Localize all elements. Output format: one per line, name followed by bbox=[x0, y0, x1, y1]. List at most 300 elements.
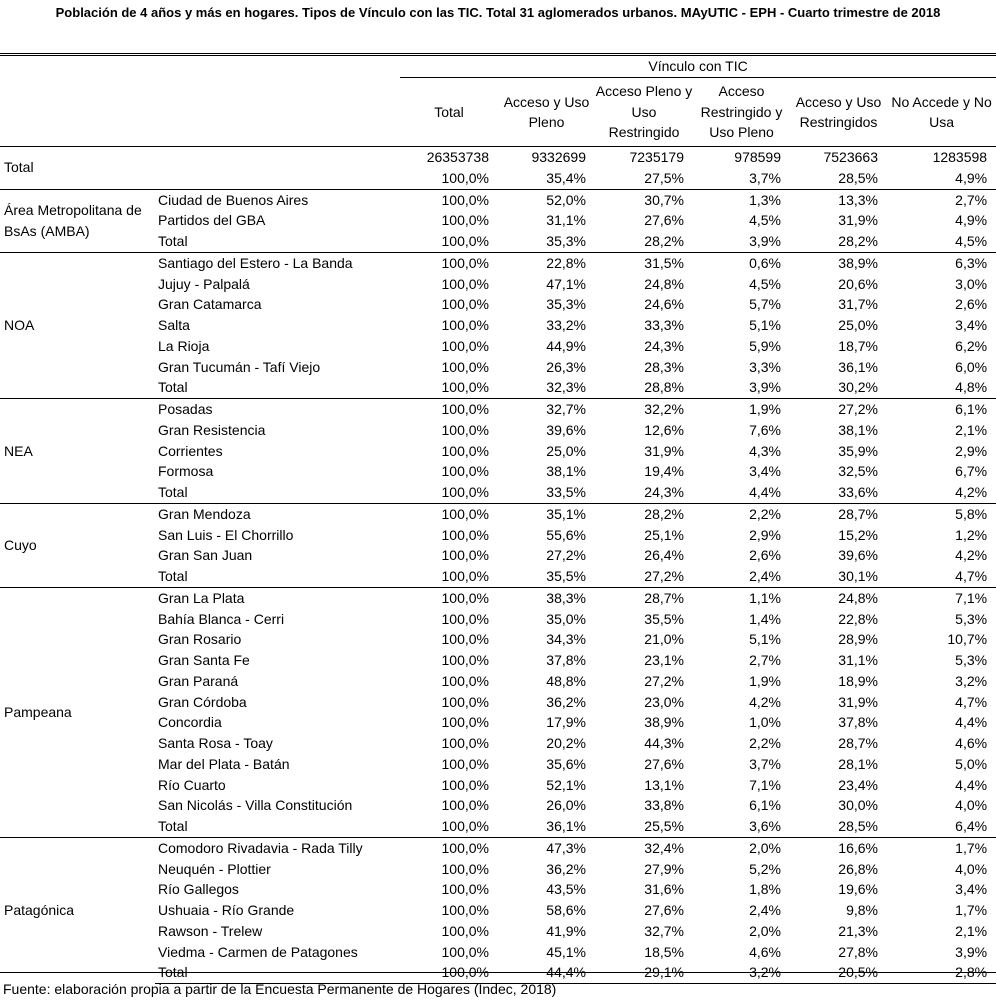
value-cell: 31,6% bbox=[644, 881, 684, 898]
value-cell: 100,0% bbox=[441, 797, 489, 814]
table-row bbox=[0, 252, 996, 273]
value-cell: 100,0% bbox=[441, 610, 489, 627]
value-cell: 5,1% bbox=[749, 631, 781, 648]
value-cell: 16,6% bbox=[790, 837, 887, 858]
city-name: Rawson - Trelew bbox=[158, 922, 263, 939]
value-cell: 28,3% bbox=[644, 358, 684, 375]
value-cell: 4,0% bbox=[955, 860, 988, 877]
value-cell: 1,3% bbox=[693, 189, 790, 210]
value-cell: 6,4% bbox=[955, 818, 988, 834]
data-table-wrapper bbox=[0, 55, 996, 984]
value-cell: 31,9% bbox=[644, 442, 684, 459]
city-name: Gran Santa Fe bbox=[158, 652, 250, 668]
value-cell: 5,2% bbox=[749, 860, 781, 877]
value-cell: 33,6% bbox=[838, 484, 878, 500]
header-blank bbox=[0, 55, 400, 78]
value-cell: 7,1% bbox=[749, 776, 781, 793]
city-name: Total bbox=[158, 233, 188, 249]
city-name: Comodoro Rivadavia - Rada Tilly bbox=[155, 837, 400, 858]
value-cell: 4,4% bbox=[749, 484, 781, 500]
value-cell: 9,8% bbox=[846, 902, 878, 918]
city-name: Gran Catamarca bbox=[158, 296, 262, 313]
value-cell: 26,8% bbox=[838, 860, 878, 877]
value-cell: 27,2% bbox=[546, 547, 586, 564]
city-name: Salta bbox=[158, 317, 190, 333]
value-cell: 26,4% bbox=[644, 547, 684, 564]
city-name: Bahía Blanca - Cerri bbox=[158, 610, 285, 627]
value-cell: 4,6% bbox=[749, 943, 781, 960]
value-cell: 3,4% bbox=[955, 881, 988, 898]
value-cell: 7,6% bbox=[749, 421, 781, 438]
city-name: Posadas bbox=[155, 399, 400, 420]
value-cell: 43,5% bbox=[546, 881, 586, 898]
value-cell: 35,3% bbox=[546, 233, 586, 249]
value-cell: 33,5% bbox=[546, 484, 586, 500]
header-col-no-accede-no-usa: No Accede y No Usa bbox=[887, 78, 996, 147]
value-cell: 30,7% bbox=[595, 189, 693, 210]
value-cell: 34,3% bbox=[546, 631, 586, 648]
value-cell: 4,8% bbox=[955, 379, 988, 396]
total-percent: 28,5% bbox=[838, 169, 878, 186]
city-name: Santa Rosa - Toay bbox=[158, 735, 273, 751]
total-count: 1283598 bbox=[932, 149, 988, 165]
value-cell: 100,0% bbox=[441, 233, 489, 249]
value-cell: 25,0% bbox=[838, 317, 878, 333]
value-cell: 28,5% bbox=[838, 818, 878, 834]
header-col-acceso-uso-pleno: Acceso y Uso Pleno bbox=[498, 78, 595, 147]
total-percent: 4,9% bbox=[955, 169, 988, 186]
total-count: 26353738 bbox=[426, 149, 489, 165]
value-cell: 31,1% bbox=[838, 652, 878, 668]
value-cell: 35,3% bbox=[546, 296, 586, 313]
value-cell: 100,0% bbox=[400, 587, 498, 608]
value-cell: 28,2% bbox=[644, 233, 684, 249]
value-cell: 3,3% bbox=[749, 358, 781, 375]
value-cell: 1,2% bbox=[955, 526, 988, 543]
value-cell: 21,3% bbox=[838, 922, 878, 939]
value-cell: 52,1% bbox=[546, 776, 586, 793]
value-cell: 2,1% bbox=[955, 922, 988, 939]
value-cell: 100,0% bbox=[441, 631, 489, 648]
value-cell: 44,4% bbox=[498, 962, 595, 983]
bottom-rule bbox=[0, 972, 996, 973]
value-cell: 4,4% bbox=[955, 776, 988, 793]
value-cell: 28,7% bbox=[790, 503, 887, 524]
header-col-acceso-uso-restringidos: Acceso y Uso Restringidos bbox=[790, 78, 887, 147]
header-blank-2 bbox=[0, 78, 400, 147]
value-cell: 6,3% bbox=[887, 252, 996, 273]
total-count: 978599 bbox=[734, 149, 781, 165]
city-name: Corrientes bbox=[158, 442, 223, 459]
header-group-vinculo: Vínculo con TIC bbox=[400, 55, 996, 78]
value-cell: 100,0% bbox=[441, 212, 489, 229]
value-cell: 5,1% bbox=[749, 317, 781, 333]
value-cell: 2,4% bbox=[749, 568, 781, 584]
table-row bbox=[0, 399, 996, 420]
value-cell: 19,4% bbox=[644, 463, 684, 480]
value-cell: 55,6% bbox=[546, 526, 586, 543]
value-cell: 33,8% bbox=[644, 797, 684, 814]
value-cell: 1,4% bbox=[749, 610, 781, 627]
value-cell: 28,7% bbox=[595, 587, 693, 608]
value-cell: 36,2% bbox=[546, 860, 586, 877]
value-cell: 22,8% bbox=[838, 610, 878, 627]
value-cell: 13,1% bbox=[644, 776, 684, 793]
value-cell: 3,6% bbox=[749, 818, 781, 834]
source-note: Fuente: elaboración propia a partir de la Encuesta Permanente de Hogares (Indec, 2018) bbox=[3, 981, 557, 997]
city-name: Gran Tucumán - Tafí Viejo bbox=[158, 358, 321, 375]
value-cell: 24,3% bbox=[644, 337, 684, 354]
value-cell: 2,6% bbox=[955, 296, 988, 313]
value-cell: 21,0% bbox=[644, 631, 684, 648]
value-cell: 6,2% bbox=[955, 337, 988, 354]
total-percent: 27,5% bbox=[644, 169, 684, 186]
value-cell: 4,3% bbox=[749, 442, 781, 459]
value-cell: 3,2% bbox=[955, 672, 988, 689]
value-cell: 6,0% bbox=[955, 358, 988, 375]
value-cell: 5,3% bbox=[955, 652, 988, 668]
value-cell: 47,1% bbox=[546, 275, 586, 292]
value-cell: 30,0% bbox=[838, 797, 878, 814]
value-cell: 36,2% bbox=[546, 693, 586, 710]
value-cell: 4,9% bbox=[955, 212, 988, 229]
value-cell: 100,0% bbox=[441, 317, 489, 333]
value-cell: 10,7% bbox=[947, 631, 988, 648]
city-name: Concordia bbox=[158, 714, 222, 731]
value-cell: 38,9% bbox=[644, 714, 684, 731]
tic-table bbox=[0, 55, 996, 984]
value-cell: 38,1% bbox=[546, 463, 586, 480]
value-cell: 27,6% bbox=[644, 902, 684, 918]
city-name: Río Cuarto bbox=[158, 776, 226, 793]
value-cell: 38,1% bbox=[838, 421, 878, 438]
region-name: Área Metropolitana de BsAs (AMBA) bbox=[0, 189, 155, 252]
value-cell: 18,7% bbox=[838, 337, 878, 354]
value-cell: 100,0% bbox=[441, 943, 489, 960]
value-cell: 25,0% bbox=[546, 442, 586, 459]
value-cell: 27,2% bbox=[644, 672, 684, 689]
value-cell: 27,2% bbox=[790, 399, 887, 420]
value-cell: 100,0% bbox=[441, 526, 489, 543]
city-name: Río Gallegos bbox=[158, 881, 239, 898]
city-name: Total bbox=[155, 962, 400, 983]
value-cell: 100,0% bbox=[441, 484, 489, 500]
value-cell: 2,9% bbox=[955, 442, 988, 459]
value-cell: 45,1% bbox=[546, 943, 586, 960]
value-cell: 41,9% bbox=[546, 922, 586, 939]
value-cell: 100,0% bbox=[441, 755, 489, 772]
city-name: Neuquén - Plottier bbox=[158, 860, 271, 877]
value-cell: 3,9% bbox=[955, 943, 988, 960]
value-cell: 3,4% bbox=[955, 317, 988, 333]
value-cell: 4,6% bbox=[955, 735, 988, 751]
value-cell: 24,6% bbox=[644, 296, 684, 313]
header-col-total: Total bbox=[400, 78, 498, 147]
value-cell: 100,0% bbox=[441, 735, 489, 751]
value-cell: 4,0% bbox=[955, 797, 988, 814]
value-cell: 3,7% bbox=[749, 755, 781, 772]
table-row bbox=[0, 503, 996, 524]
value-cell: 1,7% bbox=[955, 902, 988, 918]
city-name: Gran La Plata bbox=[155, 587, 400, 608]
value-cell: 31,7% bbox=[838, 296, 878, 313]
value-cell: 28,2% bbox=[595, 503, 693, 524]
value-cell: 1,7% bbox=[887, 837, 996, 858]
city-name: Partidos del GBA bbox=[158, 212, 266, 229]
value-cell: 23,4% bbox=[838, 776, 878, 793]
value-cell: 1,8% bbox=[749, 881, 781, 898]
value-cell: 31,9% bbox=[838, 693, 878, 710]
value-cell: 23,1% bbox=[644, 652, 684, 668]
value-cell: 28,2% bbox=[838, 233, 878, 249]
table-header bbox=[0, 55, 996, 147]
value-cell: 5,9% bbox=[749, 337, 781, 354]
value-cell: 100,0% bbox=[441, 902, 489, 918]
value-cell: 100,0% bbox=[400, 503, 498, 524]
value-cell: 100,0% bbox=[400, 252, 498, 273]
city-name: Santiago del Estero - La Banda bbox=[155, 252, 400, 273]
table-row bbox=[0, 587, 996, 608]
value-cell: 33,2% bbox=[546, 317, 586, 333]
value-cell: 5,7% bbox=[749, 296, 781, 313]
value-cell: 100,0% bbox=[441, 568, 489, 584]
city-name: Ushuaia - Río Grande bbox=[158, 902, 295, 918]
region-name: Pampeana bbox=[0, 587, 155, 837]
value-cell: 100,0% bbox=[441, 296, 489, 313]
value-cell: 2,1% bbox=[955, 421, 988, 438]
value-cell: 12,6% bbox=[644, 421, 684, 438]
table-title: Población de 4 años y más en hogares. Tipos de Vínculo con las TIC. Total 31 aglomerados urbanos. MAyUTIC - EPH - Cuarto trimestre de 2018 bbox=[55, 5, 941, 20]
value-cell: 3,9% bbox=[749, 233, 781, 249]
value-cell: 5,0% bbox=[955, 755, 988, 772]
value-cell: 100,0% bbox=[441, 275, 489, 292]
value-cell: 31,1% bbox=[546, 212, 586, 229]
total-label: Total bbox=[4, 159, 34, 176]
value-cell: 32,5% bbox=[838, 463, 878, 480]
value-cell: 100,0% bbox=[441, 693, 489, 710]
value-cell: 100,0% bbox=[441, 379, 489, 396]
value-cell: 27,6% bbox=[644, 212, 684, 229]
city-name: Total bbox=[158, 568, 188, 584]
value-cell: 4,7% bbox=[955, 693, 988, 710]
value-cell: 30,1% bbox=[838, 568, 878, 584]
value-cell: 2,6% bbox=[749, 547, 781, 564]
value-cell: 24,8% bbox=[790, 587, 887, 608]
city-name: Jujuy - Palpalá bbox=[158, 275, 250, 292]
total-count: 7235179 bbox=[629, 149, 684, 165]
value-cell: 4,5% bbox=[955, 233, 988, 249]
value-cell: 5,8% bbox=[887, 503, 996, 524]
value-cell: 38,9% bbox=[790, 252, 887, 273]
city-name: San Nicolás - Villa Constitución bbox=[158, 797, 353, 814]
value-cell: 18,9% bbox=[838, 672, 878, 689]
region-name: Cuyo bbox=[0, 503, 155, 587]
value-cell: 5,3% bbox=[955, 610, 988, 627]
value-cell: 100,0% bbox=[441, 463, 489, 480]
value-cell: 2,4% bbox=[749, 902, 781, 918]
value-cell: 18,5% bbox=[644, 943, 684, 960]
value-cell: 100,0% bbox=[441, 337, 489, 354]
value-cell: 100,0% bbox=[441, 358, 489, 375]
value-cell: 4,2% bbox=[749, 693, 781, 710]
value-cell: 22,8% bbox=[498, 252, 595, 273]
value-cell: 32,3% bbox=[546, 379, 586, 396]
value-cell: 2,8% bbox=[887, 962, 996, 983]
total-count: 9332699 bbox=[531, 149, 586, 165]
value-cell: 3,0% bbox=[955, 275, 988, 292]
value-cell: 32,7% bbox=[498, 399, 595, 420]
value-cell: 100,0% bbox=[441, 672, 489, 689]
city-name: Total bbox=[158, 818, 188, 834]
value-cell: 100,0% bbox=[441, 776, 489, 793]
value-cell: 28,7% bbox=[838, 735, 878, 751]
value-cell: 25,1% bbox=[644, 526, 684, 543]
value-cell: 100,0% bbox=[441, 922, 489, 939]
value-cell: 1,1% bbox=[693, 587, 790, 608]
value-cell: 31,9% bbox=[838, 212, 878, 229]
value-cell: 27,6% bbox=[644, 755, 684, 772]
value-cell: 23,0% bbox=[644, 693, 684, 710]
value-cell: 25,5% bbox=[644, 818, 684, 834]
value-cell: 100,0% bbox=[400, 189, 498, 210]
value-cell: 20,6% bbox=[838, 275, 878, 292]
city-name: Gran Resistencia bbox=[158, 421, 266, 438]
value-cell: 100,0% bbox=[400, 962, 498, 983]
value-cell: 2,9% bbox=[749, 526, 781, 543]
value-cell: 35,5% bbox=[546, 568, 586, 584]
value-cell: 2,0% bbox=[749, 922, 781, 939]
value-cell: 100,0% bbox=[441, 860, 489, 877]
city-name: Mar del Plata - Batán bbox=[158, 755, 290, 772]
value-cell: 29,1% bbox=[595, 962, 693, 983]
city-name: Ciudad de Buenos Aires bbox=[155, 189, 400, 210]
value-cell: 3,2% bbox=[693, 962, 790, 983]
value-cell: 2,7% bbox=[887, 189, 996, 210]
total-percent: 35,4% bbox=[546, 169, 586, 186]
value-cell: 3,9% bbox=[749, 379, 781, 396]
value-cell: 3,4% bbox=[749, 463, 781, 480]
city-name: Total bbox=[158, 379, 188, 396]
value-cell: 13,3% bbox=[790, 189, 887, 210]
value-cell: 26,0% bbox=[546, 797, 586, 814]
value-cell: 4,4% bbox=[955, 714, 988, 731]
value-cell: 35,1% bbox=[498, 503, 595, 524]
value-cell: 39,6% bbox=[546, 421, 586, 438]
value-cell: 2,0% bbox=[693, 837, 790, 858]
value-cell: 100,0% bbox=[441, 818, 489, 834]
table-row bbox=[0, 189, 996, 210]
total-count: 7523663 bbox=[823, 149, 878, 165]
value-cell: 4,5% bbox=[749, 275, 781, 292]
city-name: Formosa bbox=[158, 463, 214, 480]
value-cell: 100,0% bbox=[441, 421, 489, 438]
value-cell: 28,1% bbox=[838, 755, 878, 772]
value-cell: 0,6% bbox=[693, 252, 790, 273]
value-cell: 39,6% bbox=[838, 547, 878, 564]
value-cell: 6,7% bbox=[955, 463, 988, 480]
city-name: Gran Mendoza bbox=[155, 503, 400, 524]
value-cell: 4,2% bbox=[955, 547, 988, 564]
value-cell: 100,0% bbox=[441, 652, 489, 668]
value-cell: 6,1% bbox=[887, 399, 996, 420]
value-cell: 4,7% bbox=[955, 568, 988, 584]
value-cell: 37,8% bbox=[838, 714, 878, 731]
value-cell: 35,9% bbox=[838, 442, 878, 459]
value-cell: 47,3% bbox=[498, 837, 595, 858]
value-cell: 31,5% bbox=[595, 252, 693, 273]
value-cell: 7,1% bbox=[887, 587, 996, 608]
value-cell: 28,9% bbox=[838, 631, 878, 648]
value-cell: 100,0% bbox=[441, 442, 489, 459]
total-percent: 100,0% bbox=[441, 169, 489, 186]
value-cell: 1,0% bbox=[749, 714, 781, 731]
value-cell: 20,2% bbox=[546, 735, 586, 751]
table-body bbox=[0, 147, 996, 984]
city-name: Viedma - Carmen de Patagones bbox=[158, 943, 358, 960]
value-cell: 15,2% bbox=[838, 526, 878, 543]
value-cell: 35,0% bbox=[546, 610, 586, 627]
value-cell: 4,2% bbox=[955, 484, 988, 500]
region-name: Patagónica bbox=[0, 837, 155, 983]
value-cell: 30,2% bbox=[838, 379, 878, 396]
table-row bbox=[0, 837, 996, 858]
value-cell: 32,4% bbox=[595, 837, 693, 858]
value-cell: 35,5% bbox=[644, 610, 684, 627]
value-cell: 44,9% bbox=[546, 337, 586, 354]
value-cell: 33,3% bbox=[644, 317, 684, 333]
value-cell: 32,2% bbox=[595, 399, 693, 420]
value-cell: 2,7% bbox=[749, 652, 781, 668]
value-cell: 58,6% bbox=[546, 902, 586, 918]
city-name: La Rioja bbox=[158, 337, 210, 354]
value-cell: 44,3% bbox=[644, 735, 684, 751]
value-cell: 100,0% bbox=[400, 399, 498, 420]
value-cell: 52,0% bbox=[498, 189, 595, 210]
value-cell: 17,9% bbox=[546, 714, 586, 731]
value-cell: 19,6% bbox=[838, 881, 878, 898]
value-cell: 32,7% bbox=[644, 922, 684, 939]
city-name: Gran Córdoba bbox=[158, 693, 247, 710]
value-cell: 36,1% bbox=[546, 818, 586, 834]
value-cell: 100,0% bbox=[441, 547, 489, 564]
value-cell: 28,8% bbox=[644, 379, 684, 396]
region-name: NOA bbox=[0, 252, 155, 398]
city-name: Gran Rosario bbox=[158, 631, 242, 648]
value-cell: 24,8% bbox=[644, 275, 684, 292]
region-name: NEA bbox=[0, 399, 155, 504]
value-cell: 1,9% bbox=[749, 672, 781, 689]
value-cell: 100,0% bbox=[400, 837, 498, 858]
header-col-acceso-pleno-uso-restringido: Acceso Pleno y Uso Restringido bbox=[595, 78, 693, 147]
value-cell: 37,8% bbox=[546, 652, 586, 668]
value-cell: 35,6% bbox=[546, 755, 586, 772]
value-cell: 24,3% bbox=[644, 484, 684, 500]
value-cell: 2,2% bbox=[749, 735, 781, 751]
value-cell: 6,1% bbox=[749, 797, 781, 814]
city-name: San Luis - El Chorrillo bbox=[158, 526, 294, 543]
city-name: Total bbox=[158, 484, 188, 500]
value-cell: 100,0% bbox=[441, 714, 489, 731]
value-cell: 38,3% bbox=[498, 587, 595, 608]
value-cell: 20,5% bbox=[790, 962, 887, 983]
value-cell: 48,8% bbox=[546, 672, 586, 689]
value-cell: 26,3% bbox=[546, 358, 586, 375]
city-name: Gran San Juan bbox=[158, 547, 253, 564]
value-cell: 100,0% bbox=[441, 881, 489, 898]
total-percent: 3,7% bbox=[749, 169, 781, 186]
value-cell: 4,5% bbox=[749, 212, 781, 229]
value-cell: 27,9% bbox=[644, 860, 684, 877]
